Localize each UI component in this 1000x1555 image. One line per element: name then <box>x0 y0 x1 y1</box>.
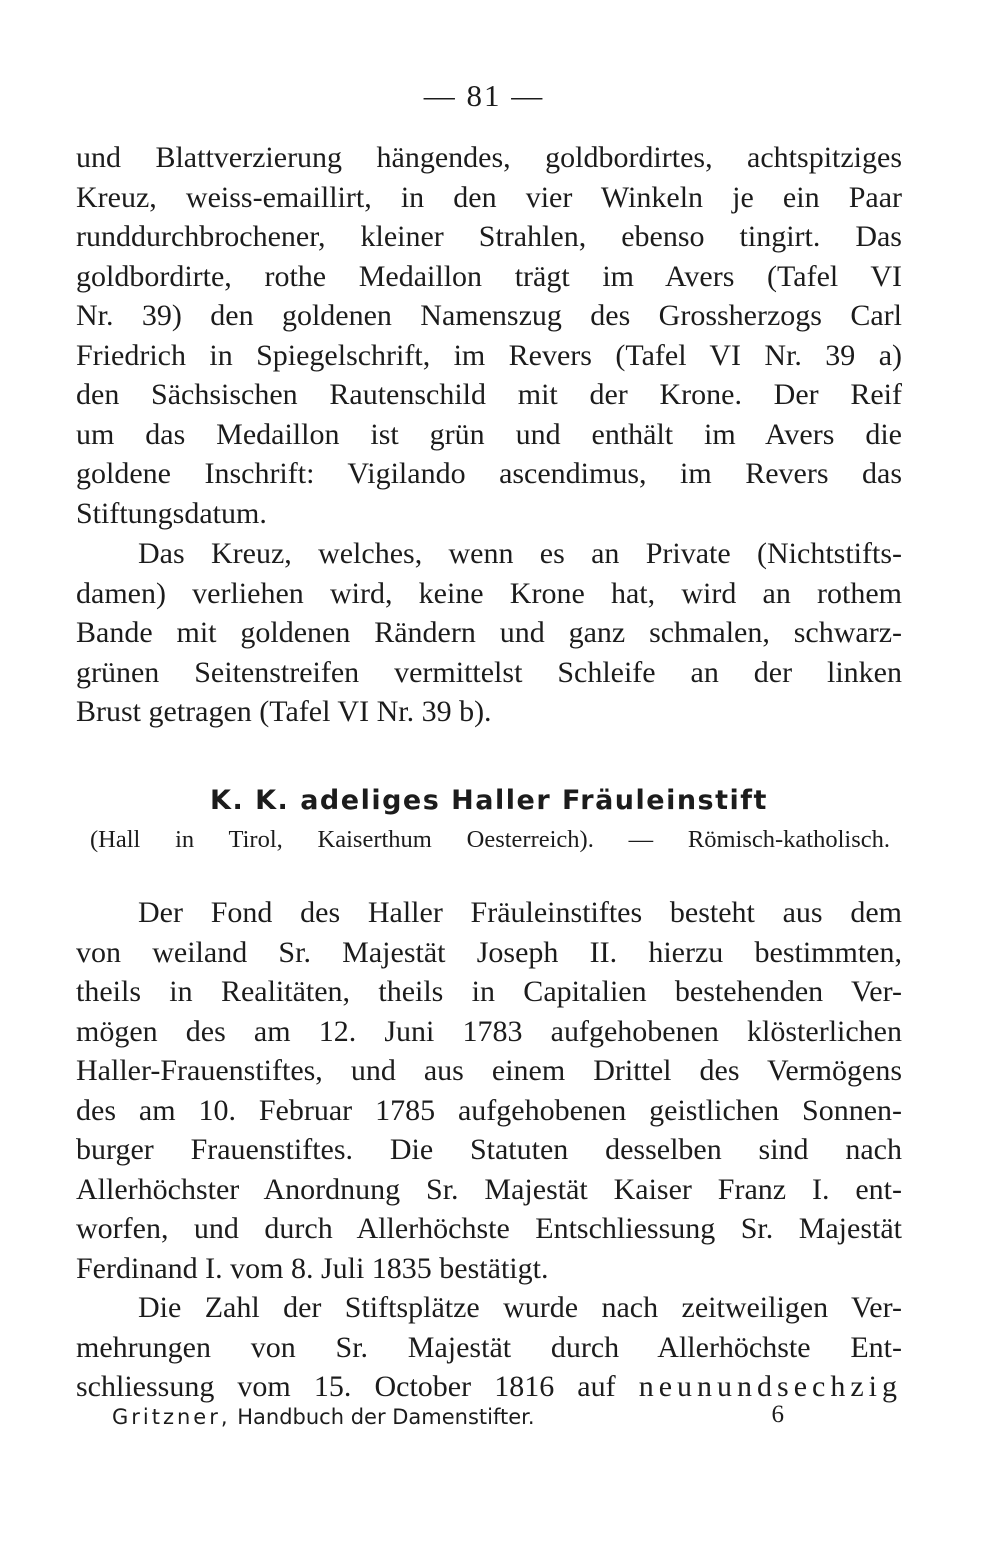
text-line: um das Medaillon ist grün und enthält im Avers die <box>76 417 902 451</box>
text-line: goldene Inschrift: Vigilando ascendimus, im Revers das <box>76 457 902 490</box>
text-line: Brust getragen (Tafel VI Nr. 39 b). <box>76 695 492 728</box>
text-line: und Blattverzierung hängendes, goldbordirtes, achtspitziges <box>76 141 902 174</box>
text-line: Kreuz, weiss-emaillirt, in den vier Winkeln je ein Paar <box>76 180 902 214</box>
text-line: theils in Realitäten, theils in Capitalien bestehenden Ver- <box>76 975 902 1008</box>
text-line: von weiland Sr. Majestät Joseph II. hierzu bestimmten, <box>76 935 902 969</box>
text-line: mehrungen von Sr. Majestät durch Allerhöchste Ent- <box>76 1330 902 1364</box>
section-subheading: (Hall in Tirol, Kaiserthum Oesterreich). — Römisch-katholisch. <box>90 826 890 853</box>
text-line: den Sächsischen Rautenschild mit der Krone. Der Reif <box>76 378 902 411</box>
spaced-word: neunundsechzig <box>638 1370 902 1403</box>
footer-title: Handbuch der Damenstifter. <box>237 1405 535 1429</box>
text-line: Haller-Frauenstiftes, und aus einem Drittel des Vermögens <box>76 1054 902 1087</box>
page-number: — 81 — <box>423 78 545 113</box>
text-line: des am 10. Februar 1785 aufgehobenen geistlichen Sonnen- <box>76 1093 902 1127</box>
section-heading: K. K. adeliges Haller Fräuleinstift <box>210 785 768 816</box>
text-fragment: schliessung vom 15. October 1816 auf <box>76 1370 616 1403</box>
text-line: grünen Seitenstreifen vermittelst Schleife an der linken <box>76 655 902 689</box>
text-line: burger Frauenstiftes. Die Statuten desselben sind nach <box>76 1133 902 1166</box>
text-line: Ferdinand I. vom 8. Juli 1835 bestätigt. <box>76 1251 549 1285</box>
text-line: Der Fond des Haller Fräuleinstiftes besteht aus dem <box>138 896 902 929</box>
text-line: runddurchbrochener, kleiner Strahlen, ebenso tingirt. Das <box>76 220 902 253</box>
paragraph-1 <box>76 138 902 533</box>
paragraph-4 <box>76 1288 902 1407</box>
text-line: worfen, und durch Allerhöchste Entschliessung Sr. Majestät <box>76 1212 902 1245</box>
text-line: Die Zahl der Stiftsplätze wurde nach zeitweiligen Ver- <box>138 1291 902 1324</box>
text-line: Friedrich in Spiegelschrift, im Revers (Tafel VI Nr. 39 a) <box>76 338 902 372</box>
sheet-signature: 6 <box>771 1401 784 1428</box>
text-line: Stiftungsdatum. <box>76 496 267 530</box>
text-line: Nr. 39) den goldenen Namenszug des Grossherzogs Carl <box>76 299 902 332</box>
paragraph-3 <box>76 893 902 1288</box>
paragraph-2 <box>76 534 902 732</box>
text-line: mögen des am 12. Juni 1783 aufgehobenen klösterlichen <box>76 1014 902 1048</box>
footer-signature-line <box>112 1401 784 1429</box>
text-line: Allerhöchster Anordnung Sr. Majestät Kaiser Franz I. ent- <box>76 1172 902 1206</box>
text-line: goldbordirte, rothe Medaillon trägt im Avers (Tafel VI <box>76 259 902 293</box>
footer-author: Gritzner, <box>112 1405 231 1429</box>
text-line: damen) verliehen wird, keine Krone hat, wird an rothem <box>76 576 902 610</box>
text-line: Das Kreuz, welches, wenn es an Private (Nichtstifts- <box>138 537 902 570</box>
text-line: Bande mit goldenen Rändern und ganz schmalen, schwarz- <box>76 616 902 649</box>
